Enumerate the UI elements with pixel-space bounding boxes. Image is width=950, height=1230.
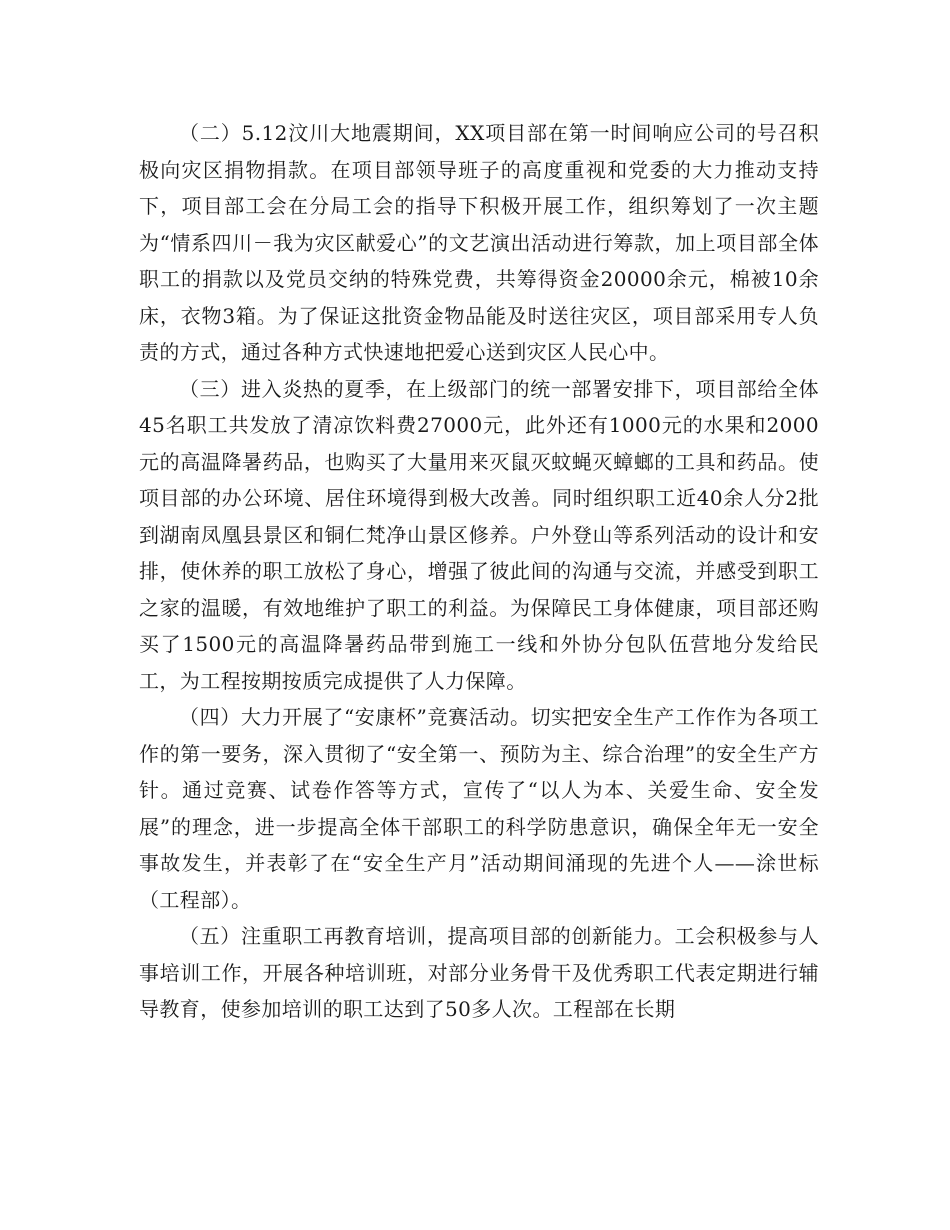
paragraph-ankang-cup: （四）大力开展了“安康杯”竞赛活动。切实把安全生产工作作为各项工作的第一要务，深入贯彻了“安全第一、预防为主、综合治理”的安全生产方针。通过竞赛、试卷作答等方式，宣传了“以人为本、关爱生命、安全发展”的理念，进一步提高全体干部职工的科学防患意识，确保全年无一安全事故发生，并表彰了在“安全生产月”活动期间涌现的先进个人——涂世标（工程部）。 [139, 705, 819, 912]
document-body [139, 115, 819, 1028]
paragraph-summer-welfare: （三）进入炎热的夏季，在上级部门的统一部署安排下，项目部给全体45名职工共发放了清凉饮料费27000元，此外还有1000元的水果和2000元的高温降暑药品，也购买了大量用来灭鼠灭蚊蝇灭蟑螂的工具和药品。使项目部的办公环境、居住环境得到极大改善。同时组织职工近40余人分2批到湖南凤凰县景区和铜仁梵净山景区修养。户外登山等系列活动的设计和安排，使休养的职工放松了身心，增强了彼此间的沟通与交流，并感受到职工之家的温暖，有效地维护了职工的利益。为保障民工身体健康，项目部还购买了1500元的高温降暑药品带到施工一线和外协分包队伍营地分发给民工，为工程按期按质完成提供了人力保障。 [139, 376, 819, 693]
paragraph-earthquake-donation: （二）5.12汶川大地震期间，XX项目部在第一时间响应公司的号召积极向灾区捐物捐款。在项目部领导班子的高度重视和党委的大力推动支持下，项目部工会在分局工会的指导下积极开展工作，组织筹划了一次主题为“情系四川－我为灾区献爱心”的文艺演出活动进行筹款，加上项目部全体职工的捐款以及党员交纳的特殊党费，共筹得资金20000余元，棉被10余床，衣物3箱。为了保证这批资金物品能及时送往灾区，项目部采用专人负责的方式，通过各种方式快速地把爱心送到灾区人民心中。 [139, 121, 819, 364]
paragraph-training: （五）注重职工再教育培训，提高项目部的创新能力。工会积极参与人事培训工作，开展各种培训班，对部分业务骨干及优秀职工代表定期进行辅导教育，使参加培训的职工达到了50多人次。工程部在长期 [139, 924, 819, 1021]
